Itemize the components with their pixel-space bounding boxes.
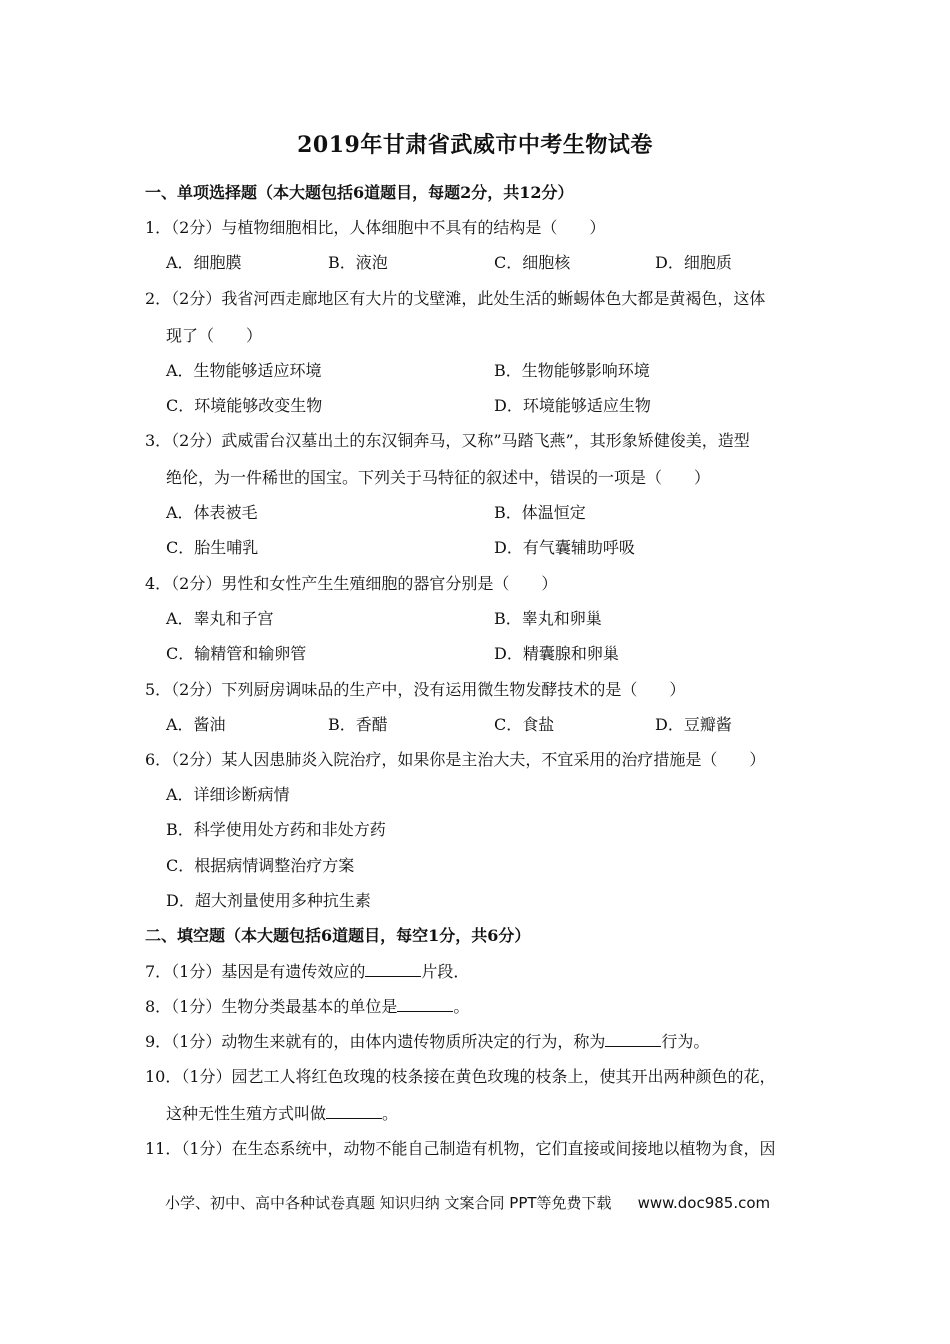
- answer-blank[interactable]: [326, 1104, 382, 1119]
- question-1-option-c: C．细胞核: [494, 253, 571, 272]
- question-6-option-d: D．超大剂量使用多种抗生素: [166, 891, 371, 910]
- question-10: [166, 1104, 398, 1124]
- footer: [165, 1192, 770, 1213]
- question-7-tail: 片段．: [421, 962, 470, 981]
- question-11-stem-line-1: 11．（1分）在生态系统中，动物不能自己制造有机物，它们直接或间接地以植物为食，因: [145, 1139, 776, 1158]
- page-title: 2019年甘肃省武威市中考生物试卷: [297, 132, 653, 158]
- question-3-option-b: B．体温恒定: [494, 503, 586, 522]
- question-3-option-d: D．有气囊辅助呼吸: [494, 538, 635, 557]
- section-2-heading: 二、填空题（本大题包括6道题目，每空1分，共6分）: [145, 926, 531, 945]
- question-9-tail: 行为。: [661, 1032, 710, 1051]
- question-5-option-d: D．豆瓣酱: [655, 715, 732, 734]
- question-9-text: 9．（1分）动物生来就有的，由体内遗传物质所决定的行为，称为: [145, 1032, 606, 1051]
- question-3-option-a: A．体表被毛: [166, 503, 258, 522]
- question-2-option-b: B．生物能够影响环境: [494, 361, 650, 380]
- footer-url-link[interactable]: www.doc985.com: [637, 1194, 771, 1212]
- question-1-option-b: B．液泡: [328, 253, 388, 272]
- question-6-option-a: A．详细诊断病情: [166, 785, 290, 804]
- question-8-tail: 。: [453, 997, 470, 1016]
- question-4-option-d: D．精囊腺和卵巢: [494, 644, 619, 663]
- answer-blank[interactable]: [605, 1032, 661, 1047]
- question-5-option-c: C．食盐: [494, 715, 555, 734]
- question-4-stem: 4．（2分）男性和女性产生生殖细胞的器官分别是（ ）: [145, 574, 558, 593]
- question-10-stem-line-1: 10．（1分）园艺工人将红色玫瑰的枝条接在黄色玫瑰的枝条上，使其开出两种颜色的花，: [145, 1067, 776, 1086]
- section-1-heading: 一、单项选择题（本大题包括6道题目，每题2分，共12分）: [145, 183, 574, 202]
- question-2-stem-line-2: 现了（ ）: [166, 326, 263, 345]
- question-2-stem-line-1: 2．（2分）我省河西走廊地区有大片的戈壁滩，此处生活的蜥蜴体色大都是黄褐色，这体: [145, 289, 766, 308]
- question-8: [145, 997, 469, 1017]
- answer-blank[interactable]: [365, 962, 421, 977]
- question-1-option-a: A．细胞膜: [166, 253, 242, 272]
- question-7-text: 7．（1分）基因是有遗传效应的: [145, 962, 366, 981]
- question-3-stem-line-1: 3．（2分）武威雷台汉墓出土的东汉铜奔马，又称”马踏飞燕”，其形象矫健俊美，造型: [145, 431, 750, 450]
- question-5-stem: 5．（2分）下列厨房调味品的生产中，没有运用微生物发酵技术的是（ ）: [145, 680, 686, 699]
- question-6-option-c: C．根据病情调整治疗方案: [166, 856, 355, 875]
- question-5-option-b: B．香醋: [328, 715, 388, 734]
- question-3-stem-line-2: 绝伦，为一件稀世的国宝。下列关于马特征的叙述中，错误的一项是（ ）: [166, 468, 711, 487]
- question-7: [145, 962, 469, 982]
- question-10-text: 这种无性生殖方式叫做: [166, 1104, 327, 1123]
- question-3-option-c: C．胎生哺乳: [166, 538, 259, 557]
- question-1-option-d: D．细胞质: [655, 253, 732, 272]
- question-2-option-d: D．环境能够适应生物: [494, 396, 651, 415]
- question-1-stem: 1．（2分）与植物细胞相比，人体细胞中不具有的结构是（ ）: [145, 218, 606, 237]
- answer-blank[interactable]: [397, 997, 453, 1012]
- question-4-option-a: A．睾丸和子宫: [166, 609, 274, 628]
- question-6-option-b: B．科学使用处方药和非处方药: [166, 820, 386, 839]
- question-10-tail: 。: [382, 1104, 399, 1123]
- question-4-option-b: B．睾丸和卵巢: [494, 609, 602, 628]
- question-4-option-c: C．输精管和输卵管: [166, 644, 307, 663]
- question-2-option-c: C．环境能够改变生物: [166, 396, 323, 415]
- question-8-text: 8．（1分）生物分类最基本的单位是: [145, 997, 398, 1016]
- question-5-option-a: A．酱油: [166, 715, 226, 734]
- question-6-stem: 6．（2分）某人因患肺炎入院治疗，如果你是主治大夫，不宜采用的治疗措施是（ ）: [145, 750, 766, 769]
- footer-text: 小学、初中、高中各种试卷真题 知识归纳 文案合同 PPT等免费下载: [165, 1194, 612, 1212]
- question-2-option-a: A．生物能够适应环境: [166, 361, 322, 380]
- question-9: [145, 1032, 709, 1052]
